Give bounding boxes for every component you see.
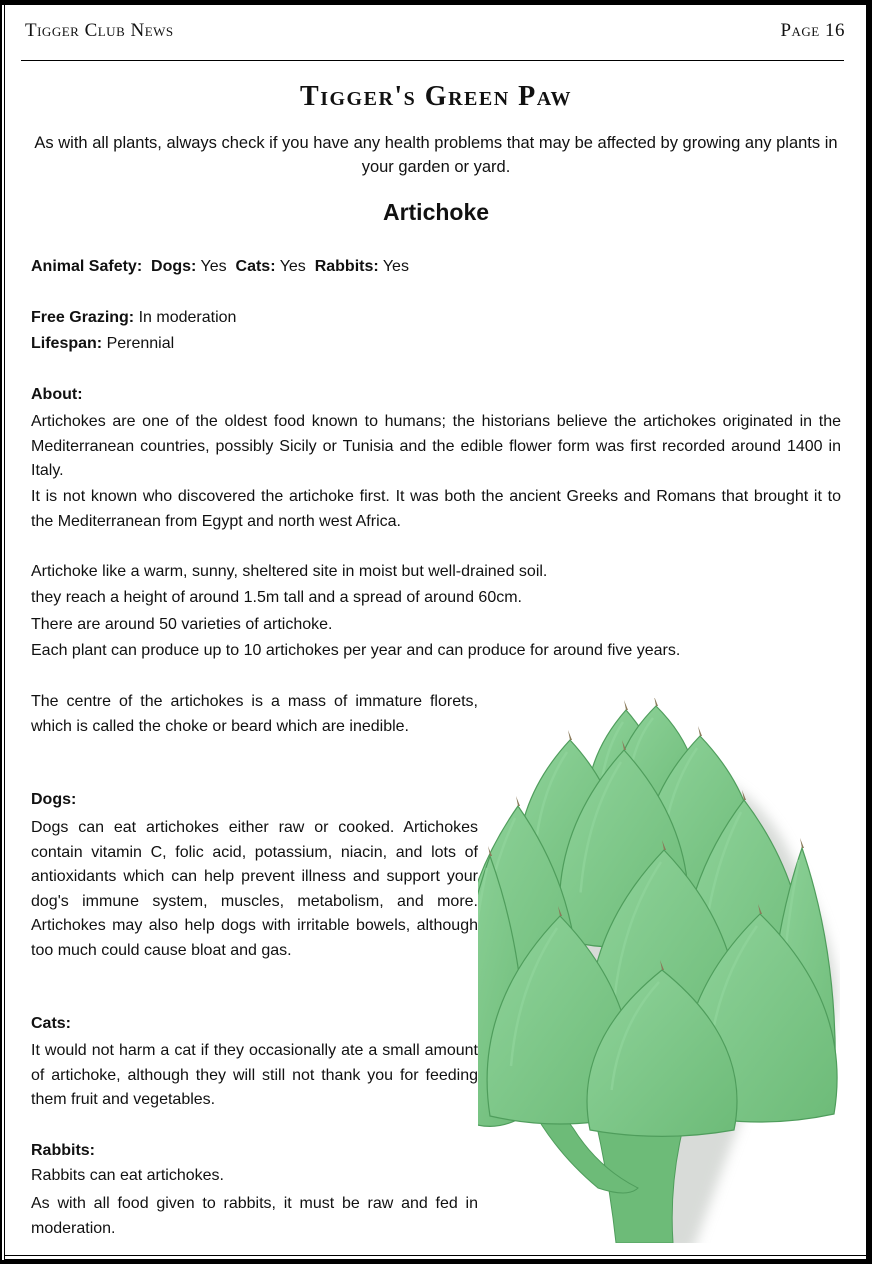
page-bottom-rule [4,1255,869,1256]
free-grazing-value: In moderation [138,309,237,326]
publication-name: Tigger Club News [25,20,174,41]
rabbits-line-1: Rabbits can eat artichokes. [31,1167,224,1184]
cats-safety-label: Cats: [235,258,276,275]
about-heading: About: [31,386,83,403]
artichoke-bract-tip [568,730,572,740]
cats-safety-value: Yes [279,258,306,275]
fact-line: There are around 50 varieties of artichoke. [31,616,333,633]
page-number: Page 16 [780,20,845,41]
cats-heading: Cats: [31,1015,72,1032]
rabbits-line-2: As with all food given to rabbits, it must be raw and fed in moderation. [31,1195,478,1237]
lifespan-line [31,335,174,353]
fact-line: Artichoke like a warm, sunny, sheltered site in moist but well-drained soil. [31,563,548,580]
rabbits-safety-label: Rabbits: [314,258,379,275]
lifespan-value: Perennial [106,335,175,352]
free-grazing-line [31,309,236,327]
rabbits-heading: Rabbits: [31,1142,95,1159]
dogs-safety-value: Yes [200,258,227,275]
animal-safety-label: Animal Safety: [31,258,143,275]
about-paragraph-1: Artichokes are one of the oldest food known to humans; the historians believe the artichokes originated in the Mediterranean countries, possibly Sicily or Tunisia and the edible flower form was first recorded around 1400 in Italy. [31,413,841,479]
artichoke-bract-tip [698,726,702,736]
section-title: Tigger's Green Paw [300,81,572,112]
free-grazing-label: Free Grazing: [31,309,135,326]
header-rule [21,60,844,61]
health-disclaimer: As with all plants, always check if you have any health problems that may be affected by growing any plants in your garden or yard. [34,134,838,176]
fact-line: Each plant can produce up to 10 artichokes per year and can produce for around five years. [31,642,681,659]
animal-safety-line [31,258,409,276]
about-paragraph-2: It is not known who discovered the artichoke first. It was both the ancient Greeks and Romans that brought it to the Mediterranean from Egypt and north west Africa. [31,488,841,530]
lifespan-label: Lifespan: [31,335,103,352]
plant-title: Artichoke [382,199,490,225]
artichoke-bract-tip [800,838,804,848]
running-header [25,20,845,46]
cats-paragraph: It would not harm a cat if they occasionally ate a small amount of artichoke, although they will still not thank you for feeding them fruit and vegetables. [31,1042,478,1108]
rabbits-safety-value: Yes [382,258,409,275]
artichoke-bract-tip [516,796,520,806]
choke-paragraph: The centre of the artichokes is a mass of immature florets, which is called the choke or beard which are inedible. [31,693,478,735]
artichoke-illustration [478,698,840,1243]
artichoke-head [478,706,837,1243]
artichoke-bract-tip [654,698,658,706]
fact-line: they reach a height of around 1.5m tall and a spread of around 60cm. [31,589,522,606]
dogs-heading: Dogs: [31,791,77,808]
artichoke-bract-tip [624,700,628,710]
dogs-paragraph: Dogs can eat artichokes either raw or cooked. Artichokes contain vitamin C, folic acid, potassium, niacin, and lots of antioxidants which can help prevent illness and support your dog's immune system, muscles, metabolism, and more. Artichokes may also help dogs with irritable bowels, although too much could cause bloat and gas. [31,819,478,959]
dogs-safety-label: Dogs: [151,258,197,275]
